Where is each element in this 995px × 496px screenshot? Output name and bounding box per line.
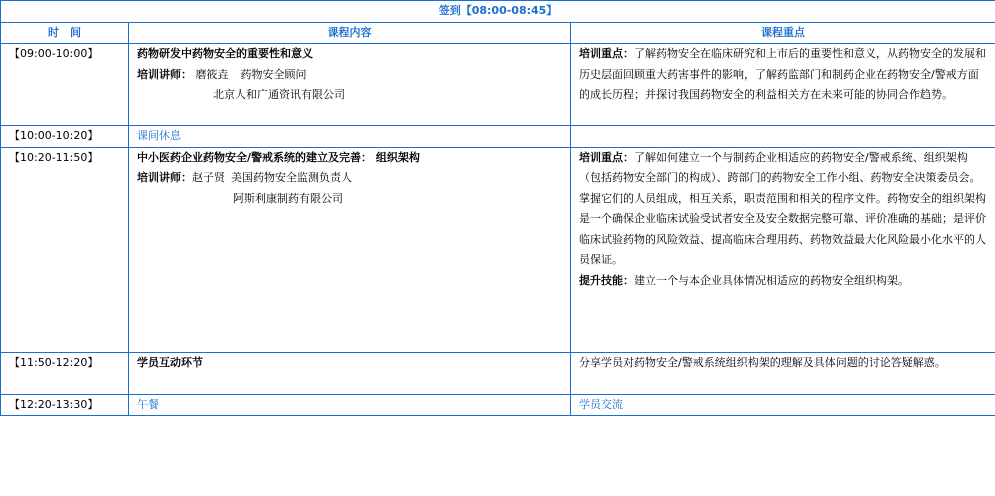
session-focus — [571, 126, 995, 148]
signin-row — [1, 1, 995, 23]
lecturer-name: 磨筱垚 — [195, 67, 229, 81]
lecturer-line — [137, 168, 562, 189]
session-title: 课间休息 — [129, 126, 571, 148]
lecturer-label: 培训讲师： — [137, 67, 192, 81]
session-title: 中小医药企业药物安全/警戒系统的建立及完善： 组织架构 — [137, 150, 420, 164]
table-row — [1, 394, 995, 416]
lecturer-title: 药物安全顾问 — [240, 67, 307, 81]
header-content: 课程内容 — [129, 22, 571, 44]
header-row — [1, 22, 995, 44]
session-title: 药物研发中药物安全的重要性和意义 — [137, 47, 313, 60]
lecturer-name: 赵子贤 — [192, 171, 225, 184]
lecturer-line — [137, 65, 562, 86]
session-focus: 分享学员对药物安全/警戒系统组织构架的理解及具体问题的讨论答疑解惑。 — [571, 352, 995, 394]
session-focus — [571, 44, 995, 126]
session-time: 【12:20-13:30】 — [1, 394, 129, 416]
session-time: 【11:50-12:20】 — [1, 352, 129, 394]
session-focus: 学员交流 — [571, 394, 995, 416]
table-row — [1, 44, 995, 126]
focus-text: 了解如何建立一个与制药企业相适应的药物安全/警戒系统、组织架构（包括药物安全部门的构成）、跨部门的药物安全工作小组、药物安全决策委员会。掌握它们的人员组成，相互关系，职责范围和相关的程序文件。药物安全的组织架构是一个确保企业临床试验受试者安全及安全数据完整可靠、评价准确的基础；是评价临床试验药物的风险效益、提高临床合理用药、药物效益最大化风险最小化水平的人员保证。 — [579, 150, 986, 266]
lecturer-label: 培训讲师： — [137, 171, 192, 184]
signin-cell — [1, 1, 995, 23]
session-title: 学员互动环节 — [129, 352, 571, 394]
lecturer-org: 北京人和广通资讯有限公司 — [213, 88, 345, 101]
focus-text: 了解药物安全在临床研究和上市后的重要性和意义，从药物安全的发展和历史层面回顾重大药害事件的影响，了解药监部门和制药企业在药物安全/警戒方面的成长历程；并探讨我国药物安全的利益相关方在未来可能的协同合作趋势。 — [579, 47, 986, 101]
focus-label: 培训重点： — [579, 47, 634, 60]
table-row — [1, 147, 995, 352]
table-row — [1, 126, 995, 148]
skill-text: 建立一个与本企业具体情况相适应的药物安全组织构架。 — [634, 273, 909, 287]
session-time: 【10:20-11:50】 — [1, 147, 129, 352]
lecturer-title: 美国药物安全监测负责人 — [231, 171, 352, 184]
session-content — [129, 44, 571, 126]
header-time: 时 间 — [1, 22, 129, 44]
signin-time: 【08:00-08:45】 — [460, 4, 558, 17]
session-focus — [571, 147, 995, 352]
table-row — [1, 352, 995, 394]
session-time: 【10:00-10:20】 — [1, 126, 129, 148]
session-title: 午餐 — [129, 394, 571, 416]
header-focus: 课程重点 — [571, 22, 995, 44]
session-content — [129, 147, 571, 352]
skill-label: 提升技能： — [579, 273, 634, 287]
session-time: 【09:00-10:00】 — [1, 44, 129, 126]
focus-label: 培训重点： — [579, 150, 634, 164]
signin-label: 签到 — [438, 4, 461, 17]
lecturer-org: 阿斯利康制药有限公司 — [233, 191, 343, 205]
